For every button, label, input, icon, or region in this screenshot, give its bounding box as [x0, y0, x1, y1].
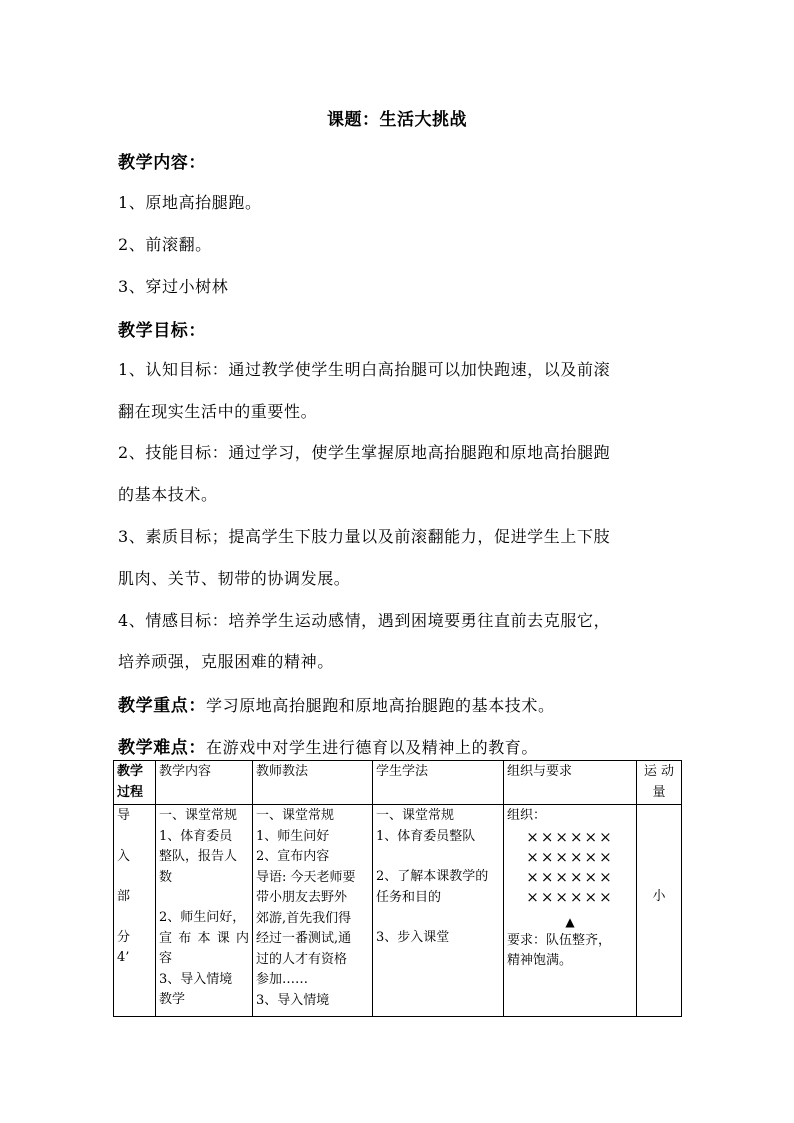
- header-process: 教学 过程: [114, 761, 156, 805]
- difficulty: [118, 733, 684, 758]
- content-item: 3、穿过小树林: [118, 277, 229, 296]
- goal-line: 4、情感目标：培养学生运动感情，遇到困境要勇往直前去克服它，: [118, 611, 611, 630]
- organization-cell: 组织： ×××××× ×××××× ×××××× ×××××× ▲ 要求：队伍整齐， 精神饱满。: [504, 805, 637, 1017]
- header-content: 教学内容: [156, 761, 253, 805]
- formation-row: ××××××: [526, 827, 614, 846]
- goals-heading: 教学目标：: [118, 321, 206, 341]
- goal-line: 肌肉、关节、韧带的协调发展。: [118, 569, 351, 588]
- table-header-row: [114, 761, 682, 805]
- key-point-label: 教学重点：: [118, 696, 206, 716]
- header-organization: 组织与要求: [504, 761, 637, 805]
- content-heading: 教学内容：: [118, 153, 206, 173]
- goal-line: 翻在现实生活中的重要性。: [118, 402, 318, 421]
- table-row: [114, 805, 682, 1017]
- goal-line: 的基本技术。: [118, 485, 218, 504]
- difficulty-label: 教学难点：: [118, 738, 206, 758]
- formation-row: ××××××: [526, 847, 614, 866]
- header-load: 运 动 量: [637, 761, 682, 805]
- difficulty-text: 在游戏中对学生进行德育以及精神上的教育。: [206, 738, 539, 757]
- goal-line: 2、技能目标：通过学习，使学生掌握原地高抬腿跑和原地高抬腿跑: [118, 443, 611, 462]
- teacher-position-icon: ▲: [565, 914, 575, 929]
- teacher-cell: 一、课堂常规 1、师生问好 2、宣布内容 导语: 今天老师要 带小朋友去野外 郊游,首先我们得 经过一番测试,通 过的人才有资格 参加…… 3、导入情境: [253, 805, 373, 1017]
- content-item: 2、前滚翻。: [118, 235, 212, 254]
- goal-line: 1、认知目标：通过教学使学生明白高抬腿可以加快跑速，以及前滚: [118, 360, 611, 379]
- content-item: 1、原地高抬腿跑。: [118, 193, 262, 212]
- load-cell: 小: [637, 805, 682, 1017]
- goal-line: 3、素质目标；提高学生下肢力量以及前滚翻能力，促进学生上下肢: [118, 527, 611, 546]
- content-cell: 一、课堂常规 1、体育委员 整队，报告人 数 2、师生问好， 宣布本课内 容 3、导入情境 教学: [156, 805, 253, 1017]
- key-point-text: 学习原地高抬腿跑和原地高抬腿跑的基本技术。: [206, 696, 555, 715]
- header-teacher: 教师教法: [253, 761, 373, 805]
- lesson-plan-table: [113, 760, 682, 1017]
- formation-row: ××××××: [526, 867, 614, 886]
- formation-row: ××××××: [526, 887, 614, 906]
- process-cell: 导 入 部 分 4’: [114, 805, 156, 1017]
- goal-line: 培养顽强，克服困难的精神。: [118, 652, 334, 671]
- key-point: [118, 691, 684, 716]
- page-title: 课题：生活大挑战: [327, 110, 467, 130]
- student-cell: 一、课堂常规 1、体育委员整队 2、了解本课教学的 任务和目的 3、步入课堂: [373, 805, 504, 1017]
- header-student: 学生学法: [373, 761, 504, 805]
